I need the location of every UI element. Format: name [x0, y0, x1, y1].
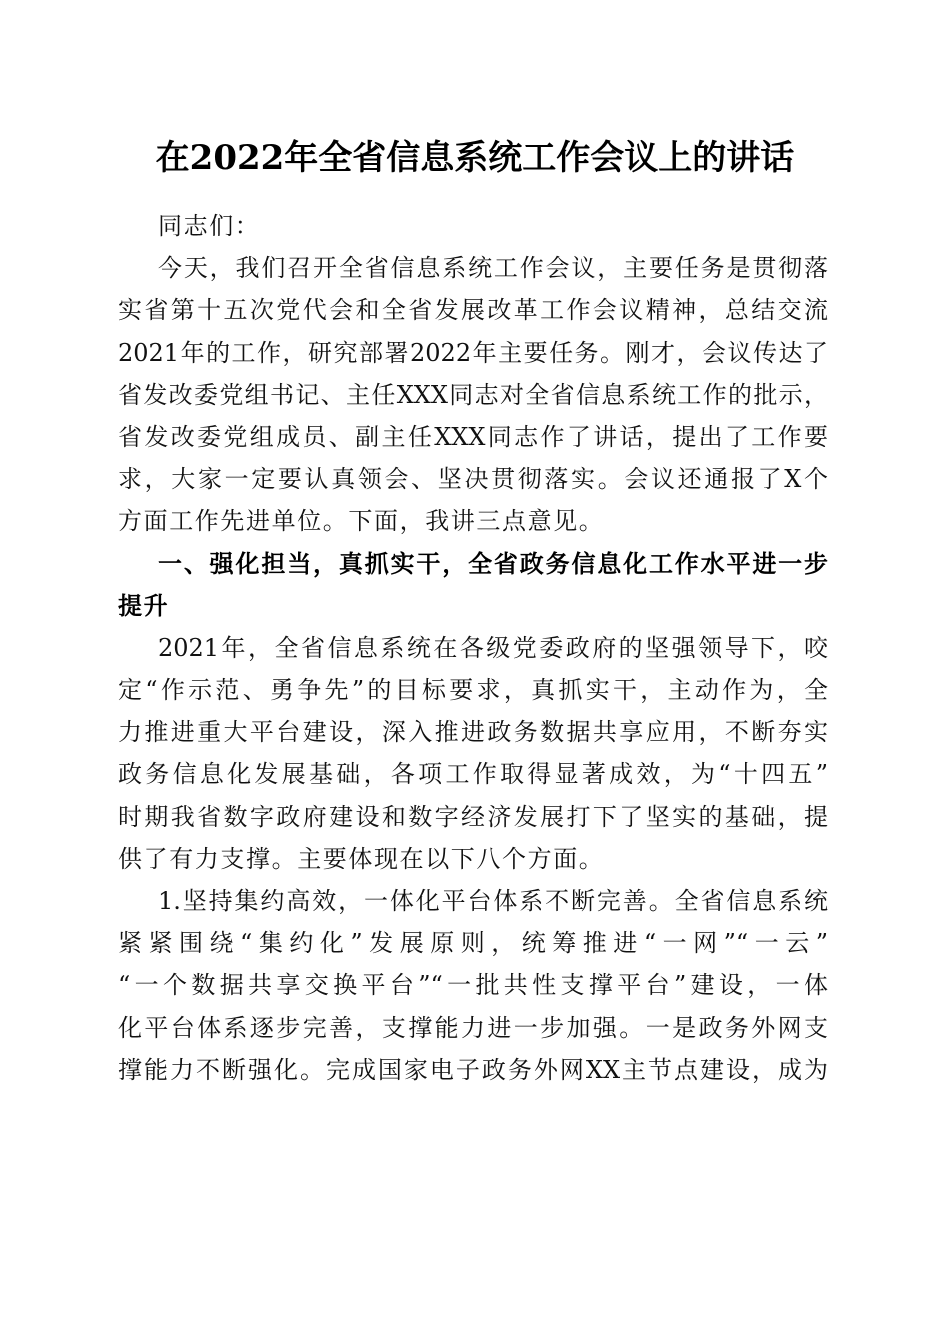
paragraph-line: 今天，我们召开全省信息系统工作会议，主要任务是贯彻落 [158, 254, 828, 283]
paragraph-line: 方面工作先进单位。下面，我讲三点意见。 [118, 507, 605, 536]
paragraph-line: 定“作示范、勇争先”的目标要求，真抓实干，主动作为，全 [118, 676, 828, 705]
section-heading-line: 一、强化担当，真抓实干，全省政务信息化工作水平进一步 [158, 549, 828, 578]
paragraph-line: 时期我省数字政府建设和数字经济发展打下了坚实的基础，提 [118, 802, 828, 831]
paragraph-line: 实省第十五次党代会和全省发展改革工作会议精神，总结交流 [118, 296, 828, 325]
paragraph-line: 2021年，全省信息系统在各级党委政府的坚强领导下，咬 [158, 633, 828, 662]
paragraph-line: 2021年的工作，研究部署2022年主要任务。刚才，会议传达了 [118, 338, 828, 367]
paragraph-line: 紧紧围绕“集约化”发展原则，统筹推进“一网”“一云” [118, 929, 828, 958]
section-heading-line: 提升 [118, 591, 170, 620]
paragraph-line: 化平台体系逐步完善，支撑能力进一步加强。一是政务外网支 [118, 1013, 828, 1042]
paragraph-line: 撑能力不断强化。完成国家电子政务外网XX主节点建设，成为 [118, 1055, 828, 1084]
paragraph-line: 求，大家一定要认真领会、坚决贯彻落实。会议还通报了X个 [118, 465, 828, 494]
paragraph-line: 1.坚持集约高效，一体化平台体系不断完善。全省信息系统 [158, 887, 828, 915]
paragraph-line: 省发改委党组成员、副主任XXX同志作了讲话，提出了工作要 [118, 422, 828, 451]
document-title: 在2022年全省信息系统工作会议上的讲话 [155, 138, 795, 178]
salutation-line: 同志们： [158, 212, 261, 240]
paragraph-line: 供了有力支撑。主要体现在以下八个方面。 [118, 844, 605, 873]
paragraph-line: 力推进重大平台建设，深入推进政务数据共享应用，不断夯实 [118, 718, 828, 747]
paragraph-line: 省发改委党组书记、主任XXX同志对全省信息系统工作的批示， [118, 380, 828, 409]
document-body [118, 205, 828, 1091]
paragraph-line: 政务信息化发展基础，各项工作取得显著成效，为“十四五” [118, 760, 828, 789]
paragraph-line: “一个数据共享交换平台”“一批共性支撑平台”建设，一体 [118, 971, 828, 1000]
